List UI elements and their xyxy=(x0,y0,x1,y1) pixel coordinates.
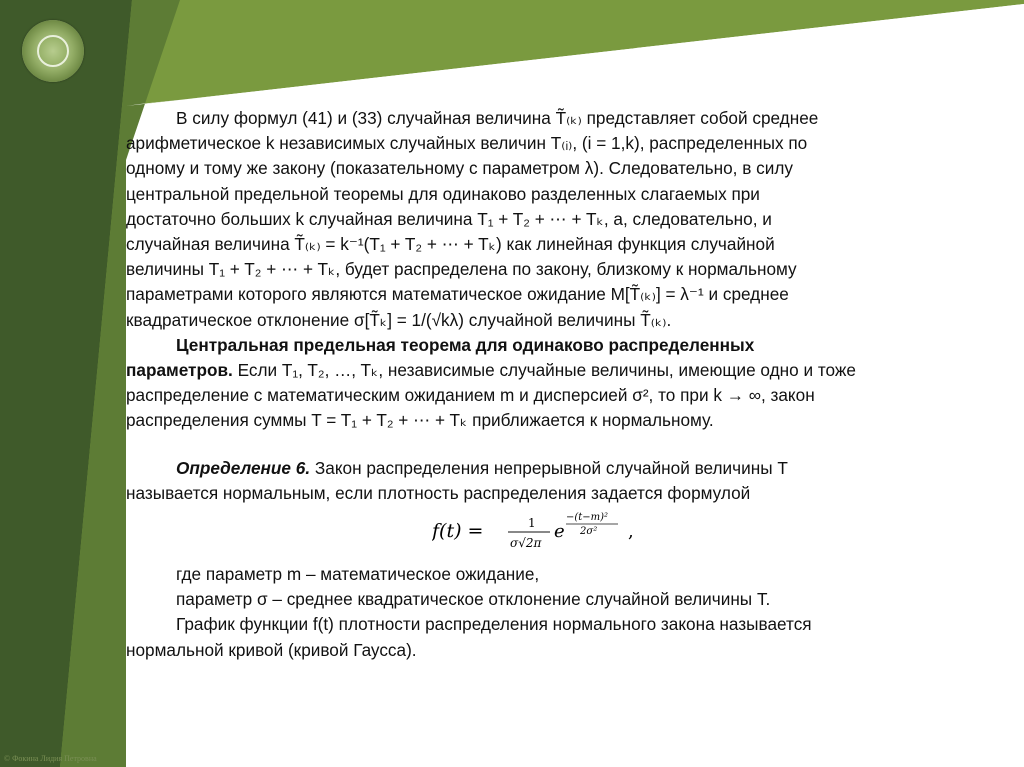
params-line-2: параметр σ – среднее квадратическое отклонение случайной величины T. xyxy=(176,589,771,610)
params-line-3: График функции f(t) плотности распределения нормального закона называется xyxy=(176,614,812,635)
formula-base: e xyxy=(554,521,565,543)
definition-line-2: называется нормальным, если плотность распределения задается формулой xyxy=(126,482,751,503)
paragraph-1-line-1: В силу формул (41) и (33) случайная величина T̃₍ₖ₎ представляет собой среднее xyxy=(176,108,819,128)
circle-logo-icon xyxy=(22,20,84,82)
formula-exp-numerator: −(t−m)² xyxy=(566,512,609,524)
theorem-line-3: распределение с математическим ожиданием m и дисперсией σ², то при k → ∞, закон xyxy=(126,385,815,406)
theorem-line-2-text: Если T₁, T₂, …, Tₖ, независимые случайные величины, имеющие одно и тоже xyxy=(232,360,856,381)
paragraph-1-line-8: параметрами которого являются математическое ожидание M[T̃₍ₖ₎] = λ⁻¹ и среднее xyxy=(126,284,789,305)
definition-line-1 xyxy=(126,456,906,481)
paragraph-1-line-4: центральной предельной теоремы для одинаково разделенных слагаемых при xyxy=(126,183,760,204)
normal-density-formula xyxy=(126,508,906,556)
theorem-line-2 xyxy=(126,358,906,383)
theorem-title-bold-2: параметров. xyxy=(126,360,233,381)
params-line-4: нормальной кривой (кривой Гаусса). xyxy=(126,639,417,660)
definition-line-1-text: Закон распределения непрерывной случайной величины T xyxy=(310,457,788,478)
paragraph-1-line-5: достаточно больших k случайная величина T₁ + T₂ + ⋯ + Tₖ, а, следовательно, и xyxy=(126,208,772,229)
paragraph-1-line-3: одному и тому же закону (показательному с параметром λ). Следовательно, в силу xyxy=(126,158,793,179)
theorem-line-4: распределения суммы T = T₁ + T₂ + ⋯ + Tₖ приближается к нормальному. xyxy=(126,410,714,431)
formula-lhs: f(t) = xyxy=(432,520,484,543)
formula-tail: , xyxy=(628,521,634,543)
theorem-title-bold: Центральная предельная теорема для одинаково распределенных xyxy=(176,334,755,355)
theorem-title xyxy=(126,333,906,358)
definition-label: Определение 6. xyxy=(176,457,311,478)
paragraph-1-line-6: случайная величина T̃₍ₖ₎ = k⁻¹(T₁ + T₂ + ⋯ + Tₖ) как линейная функция случайной xyxy=(126,234,775,255)
footer-copyright: © Фокина Лидия Петровна xyxy=(4,754,97,763)
slide-content xyxy=(126,106,906,663)
paragraph-1-line-7: величины T₁ + T₂ + ⋯ + Tₖ, будет распределена по закону, близкому к нормальному xyxy=(126,259,797,280)
formula-denominator: σ√2π xyxy=(510,536,542,551)
paragraph-1-line-2: арифметическое k независимых случайных величин T₍ᵢ₎, (i = 1,k), распределенных по xyxy=(126,133,808,154)
paragraph-1-line-9: квадратическое отклонение σ[T̃ₖ] = 1/(√kλ) случайной величины T̃₍ₖ₎. xyxy=(126,309,672,330)
formula-numerator: 1 xyxy=(528,516,536,531)
formula-exp-denominator: 2σ² xyxy=(580,526,598,538)
params-line-1: где параметр m – математическое ожидание, xyxy=(176,564,540,585)
